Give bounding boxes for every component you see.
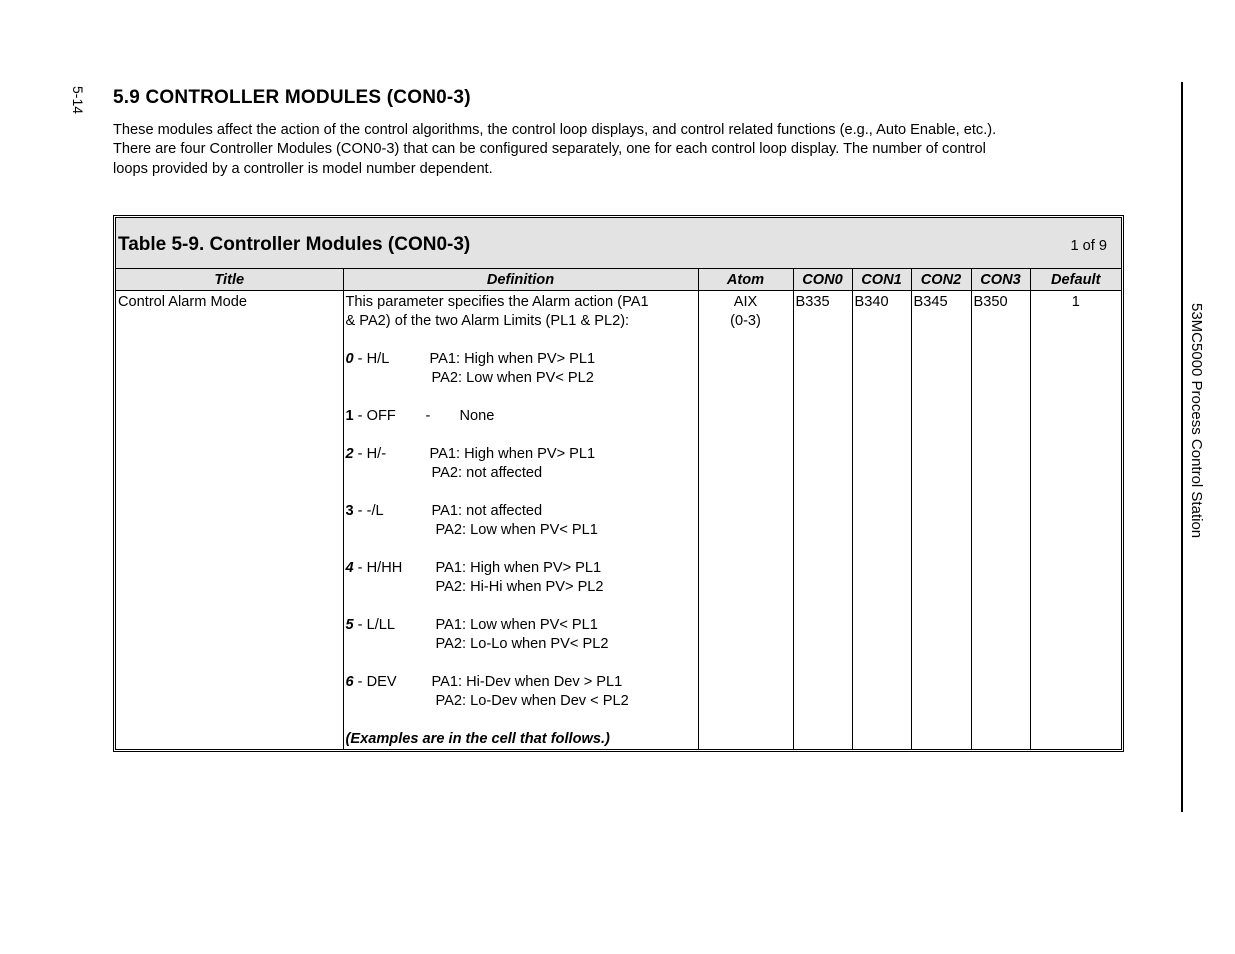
option-2 [346,445,698,464]
option-pa1: PA1: Hi-Dev when Dev > PL1 [431,674,623,690]
option-3 [346,502,698,521]
definition-text: This parameter specifies the Alarm action (PA1 [345,294,649,310]
intro-line: There are four Controller Modules (CON0-3) that can be configured separately, one for each control loop display. The number of control [113,141,986,158]
header-default: Default [1030,269,1121,291]
option-pa2: PA2: not affected [431,465,543,481]
option-code: 6 [345,674,354,690]
header-definition: Definition [343,269,698,291]
table-caption-bar [116,218,1121,269]
atom-name: AIX [733,294,758,310]
option-code: 5 [345,617,354,633]
option-pa1: PA1: High when PV> PL1 [429,351,596,367]
header-con0: CON0 [793,269,852,291]
option-mode: - -/L [353,503,384,519]
option-pa1: PA1: not affected [431,503,543,519]
option-pa1: PA1: High when PV> PL1 [429,446,596,462]
side-document-title: 53MC5000 Process Control Station [1188,303,1205,539]
option-code: 0 [345,351,354,367]
option-pa2: PA2: Low when PV< PL1 [435,522,598,538]
header-title: Title [116,269,343,291]
header-con2: CON2 [911,269,971,291]
section-intro [113,121,1128,179]
controller-modules-table [113,215,1124,752]
option-pa1: PA1: Low when PV< PL1 [435,617,598,633]
option-0 [346,350,698,369]
option-code: 4 [345,560,354,576]
section-heading: 5.9 CONTROLLER MODULES (CON0-3) [113,87,471,108]
intro-line: These modules affect the action of the control algorithms, the control loop displays, and control related functions (e.g., Auto Enable, etc.). [113,122,997,138]
header-con1: CON1 [852,269,911,291]
table-page-indicator: 1 of 9 [1070,238,1107,254]
option-pa2: PA2: Hi-Hi when PV> PL2 [435,579,604,595]
header-atom: Atom [698,269,793,291]
option-mode: - L/LL [353,617,395,633]
option-5 [346,616,698,635]
atom-range: (0-3) [730,313,761,329]
option-1 [346,407,698,426]
definition-note: (Examples are in the cell that follows.) [345,731,610,747]
cell-definition [343,291,698,750]
intro-line: loops provided by a controller is model number dependent. [113,160,493,177]
option-code: 2 [345,446,354,462]
option-pa2: PA2: Lo-Dev when Dev < PL2 [435,693,629,709]
cell-con3: B350 [971,291,1030,750]
option-pa2: PA2: Low when PV< PL2 [431,370,594,386]
option-code: 1 [345,408,354,424]
cell-title: Control Alarm Mode [118,294,247,310]
option-code: 3 [345,503,354,519]
cell-con1: B340 [852,291,911,750]
option-pa2: PA2: Lo-Lo when PV< PL2 [435,636,609,652]
header-con3: CON3 [971,269,1030,291]
option-mode: - H/- [353,446,387,462]
table-caption: Table 5-9. Controller Modules (CON0-3) [118,234,471,255]
cell-con2: B345 [911,291,971,750]
option-4 [346,559,698,578]
option-mode: - DEV [353,674,397,690]
option-mode: - OFF [353,408,396,424]
table-header-row [116,269,1121,291]
parameter-table [116,269,1121,749]
option-pa1: PA1: High when PV> PL1 [435,560,602,576]
cell-default: 1 [1030,291,1121,750]
page-number: 5-14 [70,86,86,115]
option-mode: - H/HH [353,560,403,576]
option-none: None [459,408,495,424]
cell-con0: B335 [793,291,852,750]
definition-text: & PA2) of the two Alarm Limits (PL1 & PL2): [345,313,630,329]
option-6 [346,673,698,692]
cell-atom [698,291,793,750]
table-row [116,291,1121,750]
option-dash: - [425,408,431,424]
margin-rule [1181,82,1183,812]
option-mode: - H/L [353,351,390,367]
